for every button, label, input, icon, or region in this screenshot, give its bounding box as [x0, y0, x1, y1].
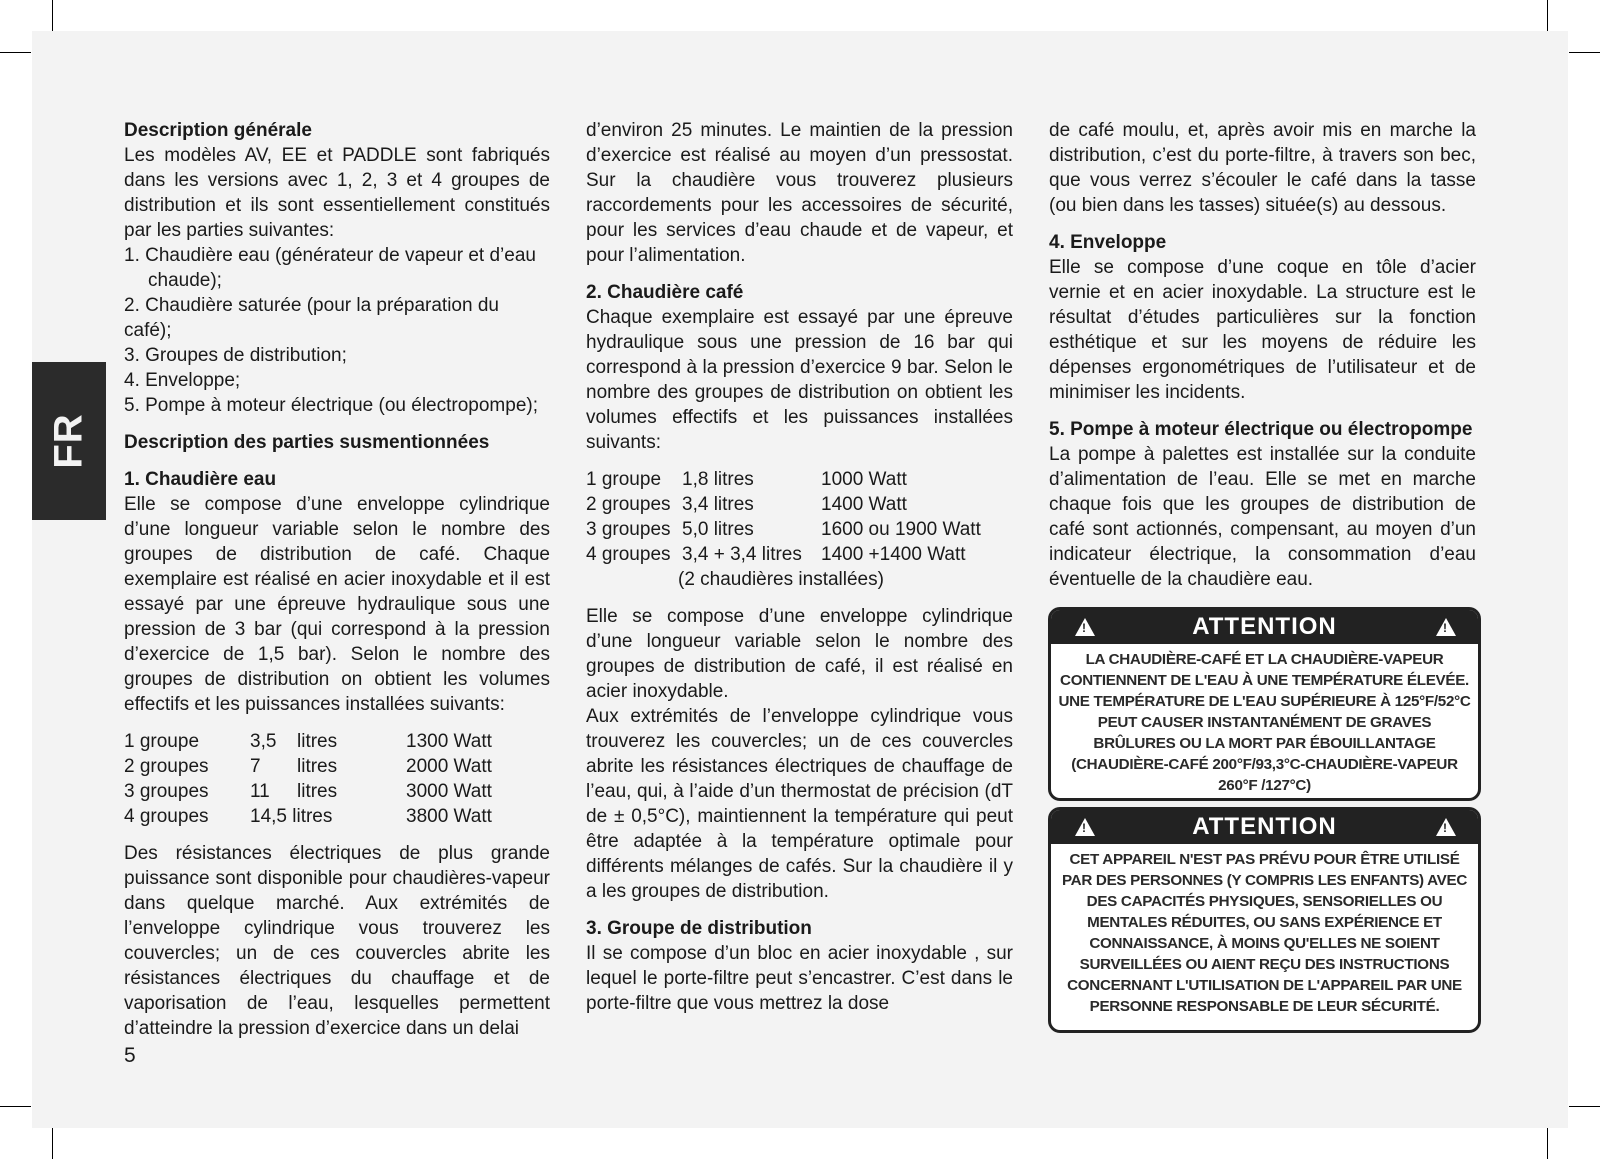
warning-header: [1051, 810, 1478, 844]
crop-mark: [1569, 52, 1600, 53]
table-row: (2 chaudières installées): [678, 569, 884, 590]
paragraph: Elle se compose d’une enveloppe cylindrique d’une longueur variable selon le nombre des groupes de distribution de café. Chaque exemplaire est réalisé en acier inoxydable et il est essayé par une épreuve hydraulique sous une pression de 3 bar (qui correspond à la pression d’exercice de 1,5 bar). Selon le nombre des groupes de distribution on obtient les volumes effectifs et les puissances installées suivants:: [124, 494, 550, 715]
crop-mark: [52, 0, 53, 31]
list-item: 5. Pompe à moteur électrique (ou électropompe);: [124, 395, 538, 416]
paragraph: Aux extrémités de l’enveloppe cylindrique vous trouverez les couvercles; un de ces couvercles abrite les résistances électriques de chauffage de l’eau, qui, à l’aide d’un thermostat de précision (dT de ± 0,5°C), maintiennent la température qui peut être adaptée à la température optimale pour différents mélanges de cafés. Sur la chaudière il y a les groupes de distribution.: [586, 706, 1013, 902]
warning-triangle-icon: [1075, 818, 1095, 836]
water-boiler-table: [124, 729, 492, 829]
warning-header: [1051, 610, 1478, 644]
heading-pump: 5. Pompe à moteur électrique ou électropompe: [1049, 419, 1473, 440]
page-number: 5: [124, 1044, 136, 1067]
table-row: 2 groupes 7 litres 2000 Watt: [124, 756, 492, 777]
warning-title: ATTENTION: [1192, 813, 1337, 840]
list-item: 4. Enveloppe;: [124, 370, 241, 391]
paragraph: de café moulu, et, après avoir mis en marche la distribution, c’est du porte-filtre, à travers son bec, que vous verrez s’écouler le café dans la tasse (ou bien dans les tasses) située(s) au dessous.: [1049, 120, 1476, 216]
heading-general: Description générale: [124, 120, 312, 141]
paragraph: Il se compose d’un bloc en acier inoxydable , sur lequel le porte-filtre peut s’encastrer. C’est dans le porte-filtre que vous mettrez la dose: [586, 943, 1013, 1014]
paragraph: Elle se compose d’une enveloppe cylindrique d’une longueur variable selon le nombre des groupes de distribution de café, il est réalisé en acier inoxydable.: [586, 606, 1013, 702]
table-row: 3 groupes 5,0 litres 1600 ou 1900 Watt: [586, 519, 981, 540]
list-item: 3. Groupes de distribution;: [124, 345, 347, 366]
table-row: 1 groupe 3,5 litres 1300 Watt: [124, 731, 492, 752]
coffee-boiler-table: [586, 467, 981, 592]
warning-title: ATTENTION: [1192, 613, 1337, 640]
column-2: [586, 118, 1013, 1016]
language-tab-label: FR: [46, 413, 91, 469]
paragraph: Elle se compose d’une coque en tôle d’acier vernie et en acier inoxydable. La structure est le résultat d’études particulières sur la fonction esthétique et sur les moyens de réduire les dépenses ergonométriques de l’utilisateur et de minimiser les incidents.: [1049, 257, 1476, 403]
crop-mark: [1569, 1106, 1600, 1107]
column-1: [124, 118, 550, 1041]
warning-box-usage: [1048, 807, 1481, 1033]
table-row: 4 groupes 14,5 litres 3800 Watt: [124, 806, 492, 827]
warning-box-temperature: [1048, 607, 1481, 801]
table-row: 3 groupes 11 litres 3000 Watt: [124, 781, 492, 802]
crop-mark: [52, 1128, 53, 1159]
warning-triangle-icon: [1436, 618, 1456, 636]
heading-group: 3. Groupe de distribution: [586, 918, 812, 939]
warning-text: LA CHAUDIÈRE-CAFÉ ET LA CHAUDIÈRE-VAPEUR CONTIENNENT DE L'EAU À UNE TEMPÉRATURE ÉLEVÉE. UNE TEMPÉRATURE DE L'EAU SUPÉRIEURE À 125°F/52°C PEUT CAUSER INSTANTANÉMENT DE GRAVES BRÛLURES OU LA MORT PAR ÉBOUILLANTAGE (CHAUDIÈRE-CAFÉ 200°F/93,3°C-CHAUDIÈRE-VAPEUR 260°F /127°C): [1058, 651, 1471, 794]
crop-mark: [0, 1106, 31, 1107]
paragraph: Chaque exemplaire est essayé par une épreuve hydraulique sous une pression de 16 bar qui correspond à la pression d’exercice 9 bar. Selon le nombre des groupes de distribution on obtient les volumes effectifs et les puissances installées suivants:: [586, 307, 1013, 453]
language-tab: [32, 362, 106, 520]
paragraph: d’environ 25 minutes. Le maintien de la pression d’exercice est réalisé au moyen d’un pressostat. Sur la chaudière vous trouverez plusieurs raccordements pour les accessoires de sécurité, pour les services d’eau chaude et de vapeur, et pour l’alimentation.: [586, 120, 1013, 266]
list-item: 2. Chaudière saturée (pour la préparation du café);: [124, 295, 499, 341]
warning-triangle-icon: [1436, 818, 1456, 836]
heading-parts: Description des parties susmentionnées: [124, 432, 490, 453]
intro-paragraph: Les modèles AV, EE et PADDLE sont fabriqués dans les versions avec 1, 2, 3 et 4 groupes de distribution et ils sont essentiellement constitués par les parties suivantes:: [124, 145, 550, 241]
crop-mark: [0, 52, 31, 53]
table-row: 4 groupes 3,4 + 3,4 litres 1400 +1400 Watt: [586, 544, 966, 565]
column-3: [1049, 118, 1476, 592]
heading-casing: 4. Enveloppe: [1049, 232, 1167, 253]
crop-mark: [1547, 0, 1548, 31]
warning-text: CET APPAREIL N'EST PAS PRÉVU POUR ÊTRE UTILISÉ PAR DES PERSONNES (Y COMPRIS LES ENFANTS) AVEC DES CAPACITÉS PHYSIQUES, SENSORIELLES OU MENTALES RÉDUITES, OU SANS EXPÉRIENCE ET CONNAISSANCE, À MOINS QU'ELLES NE SOIENT SURVEILLÉES OU AIENT REÇU DES INSTRUCTIONS CONCERNANT L'UTILISATION DE L'APPAREIL PAR UNE PERSONNE RESPONSABLE DE LEUR SÉCURITÉ.: [1061, 851, 1468, 1015]
table-row: 2 groupes 3,4 litres 1400 Watt: [586, 494, 907, 515]
table-row: 1 groupe 1,8 litres 1000 Watt: [586, 469, 907, 490]
crop-mark: [1547, 1128, 1548, 1159]
list-item: 1. Chaudière eau (générateur de vapeur et d’eau chaude);: [124, 245, 536, 291]
heading-water-boiler: 1. Chaudière eau: [124, 469, 277, 490]
paragraph: La pompe à palettes est installée sur la conduite d’alimentation de l’eau. Elle se met en marche chaque fois que les groupes de distribution de café sont actionnés, compensant, au moyen d’un indicateur électrique, la consommation d’eau éventuelle de la chaudière eau.: [1049, 444, 1476, 590]
paragraph: Des résistances électriques de plus grande puissance sont disponible pour chaudières-vapeur dans quelque marché. Aux extrémités de l’enveloppe cylindrique vous trouverez les couvercles; un de ces couvercles abrite les résistances électriques du chauffage et de vaporisation de l’eau, lesquelles permettent d’atteindre la pression d’exercice dans un delai: [124, 843, 550, 1039]
heading-coffee-boiler: 2. Chaudière café: [586, 282, 744, 303]
warning-triangle-icon: [1075, 618, 1095, 636]
